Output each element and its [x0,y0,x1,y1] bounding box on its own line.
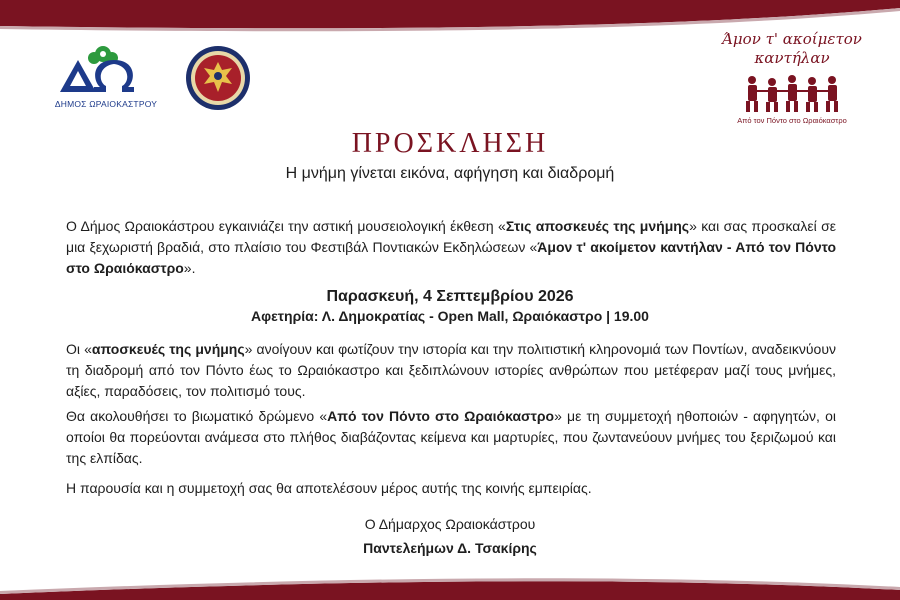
luggage-paragraph [66,339,836,402]
festival-logo [712,22,872,144]
closing-paragraph: Η παρουσία και η συμμετοχή σας θα αποτελέσουν μέρος αυτής της κοινής εμπειρίας. [66,480,592,496]
festival-name: Άμον τ' ακοίμετον καντήλαν - Από τον Πόντο στο Ωραιόκαστρο [66,239,837,276]
page-title: ΠΡΟΣΚΛΗΣΗ [351,128,549,159]
event-date: Παρασκευή, 4 Σεπτεμβρίου 2026 [326,288,574,305]
intro-text-1: Ο Δήμος Ωραιοκάστρου εγκαινιάζει την αστική μουσειολογική έκθεση « [66,218,506,234]
intro-paragraph [66,216,836,279]
intro-text-2: » και σας προσκαλεί σε μια ξεχωριστή βραδιά, στο πλαίσιο του Φεστιβάλ Ποντιακών Εκδηλώσεων « [66,218,836,255]
performance-text-2: » με τη συμμετοχή ηθοποιών - αφηγητών, οι οποίοι θα πορεύονται ανάμεσα στο πλήθος διαβάζοντας κείμενα και μαρτυρίες, που ζωντανεύουν μνήμες του ξεριζωμού και της ελπίδας. [66,408,836,466]
performance-paragraph [66,406,836,469]
intro-text-3: ». [183,260,196,276]
luggage-text-2: » ανοίγουν και φωτίζουν την ιστορία και την πολιτιστική κληρονομιά των Ποντίων, αναδεικνύουν τη διαδρομή από τον Πόντο έως το Ωραιόκαστρο και ξεδιπλώνουν ιστορίες ανθρώπων που μετέφεραν μαζί τους μνήμες, αξίες, παραδόσεις, τον πολιτισμό τους. [66,341,836,399]
exhibition-name: Στις αποσκευές της μνήμης [505,218,690,234]
dimos-oraiokastrou-logo-icon [48,44,158,100]
festival-logo-line3: Από τον Πόντο στο Ωραιόκαστρο [737,116,847,125]
performance-text-1: Θα ακολουθήσει το βιωματικό δρώμενο « [66,408,328,424]
dimos-logo-caption: ΔΗΜΟΣ ΩΡΑΙΟΚΑΣΤΡΟΥ [54,99,158,109]
luggage-text-1: Οι « [66,341,92,357]
signature-name: Παντελεήμων Δ. Τσακίρης [363,540,537,556]
dimos-logo [48,44,158,112]
luggage-highlight: αποσκευές της μνήμης [91,341,245,357]
festival-logo-line2: καντήλαν [754,49,830,67]
eagle-seal-logo [184,44,252,112]
page-subtitle: Η μνήμη γίνεται εικόνα, αφήγηση και διαδρομή [285,165,615,182]
eagle-seal-icon [184,44,252,112]
dancers-figures-icon [740,74,844,114]
signature-role: Ο Δήμαρχος Ωραιοκάστρου [364,516,536,532]
bottom-decorative-swoosh [0,560,900,600]
event-place: Αφετηρία: Λ. Δημοκρατίας - Open Mall, Ωραιόκαστρο | 19.00 [251,308,649,324]
festival-logo-line1: Άμον τ' ακοίμετον [722,30,862,48]
performance-highlight: Από τον Πόντο στο Ωραιόκαστρο [327,408,555,424]
